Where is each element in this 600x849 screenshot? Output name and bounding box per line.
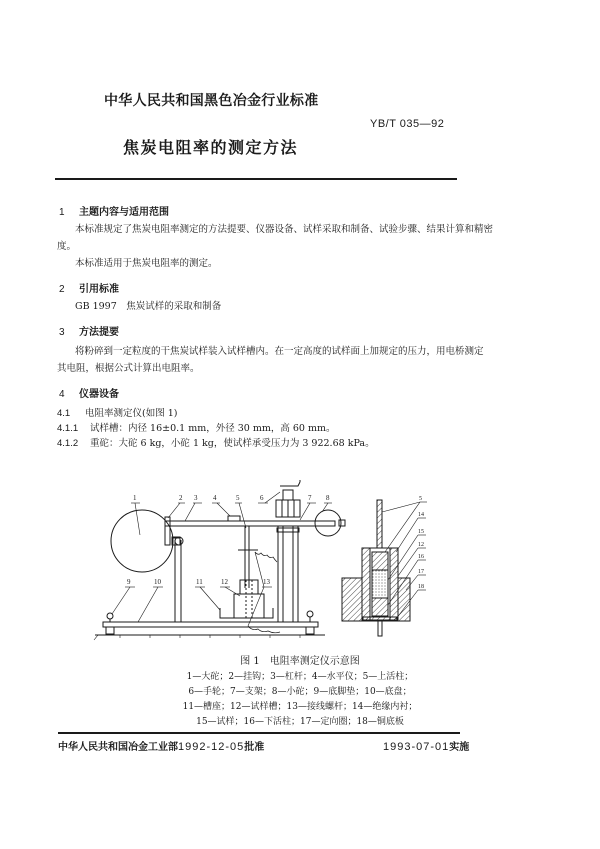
section-number: 2 bbox=[59, 284, 65, 295]
section-label-14: 14 bbox=[418, 512, 424, 518]
section-title: 主题内容与适用范围 bbox=[79, 207, 169, 218]
label-10: 10 bbox=[154, 578, 161, 586]
section-label-18: 18 bbox=[418, 584, 424, 590]
section-label-16: 16 bbox=[418, 554, 424, 560]
label-2: 2 bbox=[179, 494, 183, 502]
section-label-15: 15 bbox=[418, 529, 424, 535]
figure-legend-line-3: 11—槽座；12—试样槽；13—接线螺杆；14—绝缘内衬； bbox=[182, 702, 418, 712]
label-7: 7 bbox=[308, 494, 312, 502]
effective-line bbox=[383, 738, 469, 753]
section-3-paragraph-1: 将粉碎到一定粒度的干焦炭试样装入试样槽内。在一定高度的试样面上加规定的压力，用电桥测定 bbox=[75, 346, 484, 357]
section-number: 4 bbox=[59, 389, 65, 400]
label-1: 1 bbox=[133, 494, 137, 502]
approval-line bbox=[58, 738, 264, 753]
section-title: 引用标准 bbox=[79, 284, 119, 295]
label-4: 4 bbox=[213, 494, 217, 502]
figure-legend-line-2: 6—手轮；7—支架；8—小砣；9—底脚垫；10—底盘； bbox=[188, 687, 412, 697]
label-9: 9 bbox=[127, 578, 131, 586]
subsection-number: 4.1.1 bbox=[57, 423, 79, 434]
section-1-paragraph-1: 本标准规定了焦炭电阻率测定的方法提要、仪器设备、试样采取和制备、试验步骤、结果计算和精密 bbox=[75, 224, 494, 235]
section-title: 仪器设备 bbox=[79, 389, 119, 400]
figure-legend-line-4: 15—试样；16—下活柱；17—定向圈；18—铜底板 bbox=[196, 717, 404, 727]
standard-code: YB/T 035—92 bbox=[370, 118, 445, 130]
approval-date: 1992-12-05 bbox=[178, 741, 245, 753]
approval-label: 批准 bbox=[244, 742, 265, 753]
referenced-standard: GB 1997 焦炭试样的采取和制备 bbox=[75, 301, 222, 312]
section-label-5: 5 bbox=[419, 496, 422, 502]
subsection-text: 试样槽：内径 16±0.1 mm，外径 30 mm，高 60 mm。 bbox=[90, 423, 336, 434]
figure-legend-line-1: 1—大砣；2—挂钩；3—杠杆；4—水平仪；5—上活柱； bbox=[186, 672, 414, 682]
section-3-heading bbox=[59, 323, 119, 338]
issuing-organization: 中华人民共和国黑色冶金行业标准 bbox=[104, 93, 319, 109]
label-3: 3 bbox=[194, 494, 198, 502]
section-4-heading bbox=[59, 385, 119, 400]
subsection-4-1 bbox=[57, 406, 177, 422]
section-label-17: 17 bbox=[418, 569, 424, 575]
subsection-number: 4.1.2 bbox=[57, 438, 79, 449]
subsection-text: 电阻率测定仪(如图 1) bbox=[85, 408, 178, 419]
document-title: 焦炭电阻率的测定方法 bbox=[123, 138, 299, 157]
label-5: 5 bbox=[236, 494, 240, 502]
label-12: 12 bbox=[221, 578, 228, 586]
section-1-heading bbox=[59, 203, 169, 218]
footer-divider bbox=[58, 732, 460, 734]
section-number: 1 bbox=[59, 207, 65, 218]
figure-caption: 图 1 电阻率测定仪示意图 bbox=[240, 656, 360, 667]
section-1-paragraph-1-cont: 度。 bbox=[57, 241, 77, 252]
subsection-number: 4.1 bbox=[57, 408, 71, 419]
label-11: 11 bbox=[196, 578, 203, 586]
header-divider bbox=[55, 178, 457, 180]
section-3-paragraph-1-cont: 其电阻，根据公式计算出电阻率。 bbox=[57, 363, 200, 374]
section-1-paragraph-2: 本标准适用于焦炭电阻率的测定。 bbox=[75, 258, 218, 269]
section-title: 方法提要 bbox=[79, 327, 119, 338]
resistivity-apparatus-diagram bbox=[90, 480, 470, 645]
effective-label: 实施 bbox=[449, 742, 470, 753]
effective-date: 1993-07-01 bbox=[383, 741, 450, 753]
label-6: 6 bbox=[260, 494, 264, 502]
section-2-heading bbox=[59, 280, 119, 295]
section-label-12: 12 bbox=[418, 542, 424, 548]
label-8: 8 bbox=[326, 494, 330, 502]
subsection-4-1-1 bbox=[57, 421, 336, 437]
subsection-4-1-2 bbox=[57, 436, 375, 452]
section-number: 3 bbox=[59, 327, 65, 338]
label-13: 13 bbox=[263, 578, 270, 586]
approval-organization: 中华人民共和国冶金工业部 bbox=[58, 742, 178, 753]
subsection-text: 重砣：大砣 6 kg，小砣 1 kg，使试样承受压力为 3 922.68 kPa。 bbox=[90, 438, 375, 449]
